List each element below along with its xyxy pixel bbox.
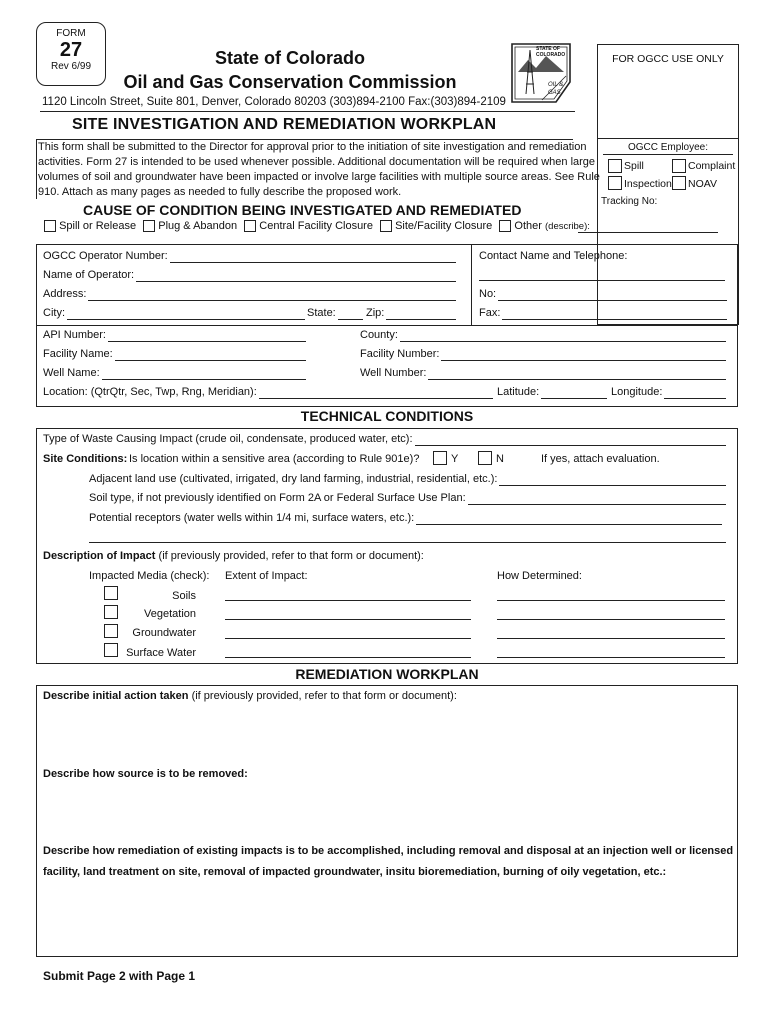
colorado-oil-gas-seal [506, 42, 576, 104]
media-groundwater-how[interactable] [497, 638, 725, 639]
well-name-label: Well Name: [43, 367, 100, 379]
cause-describe-label: (describe): [545, 221, 590, 232]
facility-name-field[interactable] [115, 350, 306, 361]
well-number-label: Well Number: [360, 367, 427, 379]
how-determined-label: How Determined: [497, 570, 582, 582]
impacted-media-label: Impacted Media (check): [89, 570, 210, 582]
seal-oil: OIL & [548, 82, 564, 88]
media-surface-water-label: Surface Water [126, 647, 196, 659]
sensitive-no-label: N [496, 453, 504, 465]
longitude-row [611, 386, 726, 399]
initial-action-field[interactable] [40, 705, 734, 765]
location-field[interactable] [259, 388, 493, 399]
operator-state-row [307, 307, 363, 320]
media-surface-water-how[interactable] [497, 657, 725, 658]
latitude-field[interactable] [541, 388, 607, 399]
operator-divider [471, 244, 472, 326]
existing-impacts-line-2: facility, land treatment on site, removal of impacted groundwater, insitu bioremediation, burning of oily vegetation, etc.: [43, 866, 667, 878]
sensitive-yes-checkbox[interactable] [433, 451, 447, 470]
form-label: FORM [56, 28, 86, 39]
intro-line-4: 910. Attach as many pages as needed to fully describe the proposed work. [38, 186, 402, 198]
state-name: State of Colorado [214, 48, 365, 68]
impact-label: Description of Impact [43, 550, 156, 562]
intro-line-1: This form shall be submitted to the Director for approval prior to the initiation of site investigation and remediation [38, 141, 587, 153]
facility-name-label: Facility Name: [43, 348, 113, 360]
receptors-field-2[interactable] [89, 542, 726, 543]
operator-city-field[interactable] [67, 309, 305, 320]
latitude-row [497, 386, 607, 399]
cause-other-label: Other [514, 220, 542, 232]
contact-fax-row [479, 307, 727, 320]
contact-no-field[interactable] [498, 290, 727, 301]
receptors-row [89, 512, 722, 525]
source-removal-label: Describe how source is to be removed: [43, 768, 248, 780]
operator-state-label: State: [307, 307, 336, 319]
contact-label: Contact Name and Telephone: [479, 250, 628, 262]
waste-type-label: Type of Waste Causing Impact (crude oil, condensate, produced water, etc): [43, 433, 413, 445]
operator-name-row [43, 269, 456, 282]
operator-name-label: Name of Operator: [43, 269, 135, 281]
media-groundwater-label: Groundwater [132, 627, 196, 639]
ogcc-use-title: FOR OGCC USE ONLY [612, 53, 724, 65]
land-use-row [89, 473, 726, 486]
intro-line-3: volumes of soil and groundwater have been impacted or involve large facilities with multiple source areas. See Rule [38, 171, 600, 183]
location-label: Location: (QtrQtr, Sec, Twp, Rng, Meridian): [43, 386, 257, 398]
cause-spill-label: Spill or Release [59, 220, 137, 232]
county-row [360, 329, 726, 342]
commission-name: Oil and Gas Conservation Commission [123, 72, 457, 92]
media-vegetation-label: Vegetation [144, 608, 196, 620]
county-field[interactable] [400, 331, 726, 342]
ogcc-inspection-checkbox[interactable] [608, 176, 622, 195]
header-rule [40, 111, 575, 112]
cause-site-checkbox[interactable] [380, 220, 392, 232]
land-use-field[interactable] [499, 475, 726, 486]
contact-no-row [479, 288, 727, 301]
latitude-label: Latitude: [497, 386, 540, 398]
ogcc-divider [597, 138, 739, 139]
intro-line-2: activities. Form 27 is intended to be used whenever possible. Additional documentation will be required when large [38, 156, 596, 168]
remediation-heading: REMEDIATION WORKPLAN [295, 666, 479, 682]
waste-type-row [43, 433, 726, 446]
source-removal-field[interactable] [40, 783, 734, 841]
initial-action-note: (if previously provided, refer to that form or document): [191, 690, 457, 702]
ogcc-employee-label: OGCC Employee: [627, 142, 709, 153]
seal-gas: GAS [548, 90, 561, 96]
operator-city-label: City: [43, 307, 65, 319]
cause-central-label: Central Facility Closure [259, 220, 373, 232]
media-groundwater-checkbox[interactable] [104, 624, 118, 643]
well-name-field[interactable] [102, 369, 306, 380]
longitude-field[interactable] [664, 388, 726, 399]
cause-options [44, 220, 590, 233]
soil-type-field[interactable] [468, 494, 726, 505]
operator-zip-field[interactable] [386, 309, 456, 320]
api-label: API Number: [43, 329, 106, 341]
cause-other-checkbox[interactable] [499, 220, 511, 232]
media-surface-water-extent[interactable] [225, 657, 471, 658]
media-surface-water-checkbox[interactable] [104, 643, 118, 662]
cause-central-checkbox[interactable] [244, 220, 256, 232]
cause-plug-label: Plug & Abandon [158, 220, 238, 232]
site-conditions-label: Site Conditions: [43, 453, 128, 465]
sensitive-no-checkbox[interactable] [478, 451, 492, 470]
sensitive-yes-label: Y [451, 453, 459, 465]
ogcc-noav-label: NOAV [688, 178, 717, 190]
facility-number-row [360, 348, 726, 361]
media-groundwater-extent[interactable] [225, 638, 471, 639]
ogcc-tracking-label: Tracking No: [601, 196, 658, 207]
waste-type-field[interactable] [415, 435, 726, 446]
operator-address-field[interactable] [88, 290, 456, 301]
media-vegetation-checkbox[interactable] [104, 605, 118, 624]
operator-zip-row [366, 307, 456, 320]
operator-number-field[interactable] [170, 252, 456, 263]
agency-address: 1120 Lincoln Street, Suite 801, Denver, Colorado 80203 (303)894-2100 Fax:(303)894-2109 [42, 96, 506, 108]
cause-heading: CAUSE OF CONDITION BEING INVESTIGATED AND REMEDIATED [83, 202, 522, 218]
submit-note: Submit Page 2 with Page 1 [43, 969, 196, 983]
media-soils-checkbox[interactable] [104, 586, 118, 605]
initial-action-label: Describe initial action taken [43, 690, 189, 702]
cause-plug-checkbox[interactable] [143, 220, 155, 232]
ogcc-complaint-label: Complaint [688, 160, 736, 172]
api-field[interactable] [108, 331, 306, 342]
soil-type-label: Soil type, if not previously identified on Form 2A or Federal Surface Use Plan: [89, 492, 466, 504]
contact-field[interactable] [479, 280, 725, 281]
longitude-label: Longitude: [611, 386, 663, 398]
contact-fax-label: Fax: [479, 307, 501, 319]
cause-other-line[interactable] [578, 232, 718, 233]
receptors-label: Potential receptors (water wells within 1/4 mi, surface waters, etc.): [89, 512, 415, 524]
api-row [43, 329, 306, 342]
county-label: County: [360, 329, 398, 341]
operator-number-label: OGCC Operator Number: [43, 250, 168, 262]
if-yes-note: If yes, attach evaluation. [541, 453, 660, 465]
facility-number-field[interactable] [441, 350, 726, 361]
ogcc-spill-label: Spill [624, 160, 644, 172]
initial-action [43, 690, 457, 703]
contact-no-label: No: [479, 288, 497, 300]
well-name-row [43, 367, 306, 380]
technical-heading: TECHNICAL CONDITIONS [300, 408, 474, 424]
ogcc-inspection-label: Inspection [624, 178, 672, 190]
impact-description [43, 550, 424, 563]
receptors-field[interactable] [416, 514, 722, 525]
land-use-label: Adjacent land use (cultivated, irrigated, dry land farming, industrial, residential, etc.): [89, 473, 498, 485]
well-number-field[interactable] [428, 369, 726, 380]
operator-city-row [43, 307, 305, 320]
media-vegetation-extent[interactable] [225, 619, 471, 620]
impact-note: (if previously provided, refer to that form or document): [158, 550, 424, 562]
facility-name-row [43, 348, 306, 361]
soil-type-row [89, 492, 726, 505]
operator-number-row [43, 250, 456, 263]
cause-site-label: Site/Facility Closure [395, 220, 493, 232]
form-title: SITE INVESTIGATION AND REMEDIATION WORKPLAN [72, 116, 497, 133]
contact-fax-field[interactable] [502, 309, 727, 320]
site-conditions-question: Is location within a sensitive area (according to Rule 901e)? [129, 453, 420, 465]
seal-state-of: STATE OF [536, 46, 560, 52]
extent-label: Extent of Impact: [225, 570, 308, 582]
well-number-row [360, 367, 726, 380]
operator-zip-label: Zip: [366, 307, 385, 319]
ogcc-noav-checkbox[interactable] [672, 176, 686, 195]
form-revision: Rev 6/99 [50, 61, 92, 72]
media-soils-label: Soils [172, 590, 196, 602]
existing-impacts-field[interactable] [40, 882, 734, 954]
operator-address-row [43, 288, 456, 301]
media-soils-extent[interactable] [225, 600, 471, 601]
form-number-box [36, 22, 106, 86]
operator-address-label: Address: [43, 288, 87, 300]
operator-state-field[interactable] [338, 309, 363, 320]
ogcc-employee-line [603, 154, 733, 155]
seal-colorado: COLORADO [536, 52, 566, 58]
location-row [43, 386, 493, 399]
cause-spill-checkbox[interactable] [44, 220, 56, 232]
media-soils-how[interactable] [497, 600, 725, 601]
facility-number-label: Facility Number: [360, 348, 440, 360]
existing-impacts-line-1: Describe how remediation of existing impacts is to be accomplished, including removal and disposal at an injection well or licensed [43, 845, 734, 857]
form-number: 27 [59, 39, 83, 61]
media-vegetation-how[interactable] [497, 619, 725, 620]
operator-name-field[interactable] [136, 271, 456, 282]
